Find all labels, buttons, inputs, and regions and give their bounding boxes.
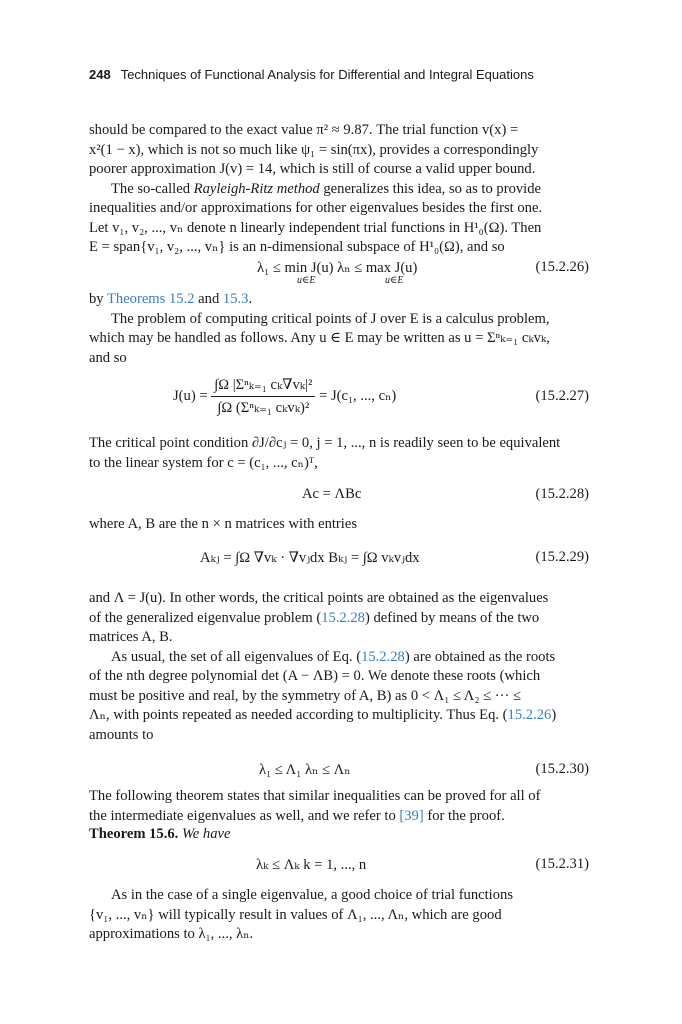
emphasis-term: Rayleigh-Ritz method xyxy=(193,180,320,197)
equation-number: (15.2.27) xyxy=(535,388,589,404)
text-span: . xyxy=(248,291,253,307)
equation-link[interactable]: 15.2.28 xyxy=(361,648,405,665)
text-line: Let v₁, v₂, ..., vₙ denote n linearly independent trial functions in H¹₀(Ω). Then xyxy=(89,219,542,236)
equation-content: λ₁ ≤ Λ₁ λₙ ≤ Λₙ xyxy=(259,762,351,778)
text-line xyxy=(89,825,589,845)
text-line: which may be handled as follows. Any u ∈ E may be written as u = Σⁿₖ₌₁ cₖvₖ, xyxy=(89,330,550,346)
text-line: As in the case of a single eigenvalue, a good choice of trial functions xyxy=(111,887,514,903)
text-line xyxy=(89,290,589,310)
text-line: where A, B are the n × n matrices with entries xyxy=(89,516,357,532)
theorem-statement xyxy=(89,825,589,845)
text-span: As usual, the set of all eigenvalues of Eq. ( xyxy=(111,648,362,665)
equation-15-2-30 xyxy=(89,761,589,785)
equation-number: (15.2.30) xyxy=(535,761,589,777)
equation-subscript: u∈E xyxy=(385,275,404,286)
text-span: the intermediate eigenvalues as well, and we refer to xyxy=(89,807,400,824)
text-span: The so-called xyxy=(111,180,194,197)
theorem-label: Theorem 15.6. xyxy=(89,826,179,842)
equation-15-2-27 xyxy=(89,368,589,428)
text-span: of the generalized eigenvalue problem ( xyxy=(89,609,322,626)
text-line: inequalities and/or approximations for other eigenvalues besides the first one. xyxy=(89,200,543,216)
equation-number: (15.2.28) xyxy=(535,486,589,502)
text-line: The critical point condition ∂J/∂cⱼ = 0, j = 1, ..., n is readily seen to be equivalent xyxy=(89,435,561,451)
equation-link[interactable]: 15.2.26 xyxy=(507,707,552,723)
text-span: ) defined by means of the two xyxy=(364,609,540,626)
text-line: approximations to λ₁, ..., λₙ. xyxy=(89,926,254,942)
equation-link[interactable]: 15.2.28 xyxy=(321,609,365,626)
fraction-numerator: ∫Ω |Σⁿₖ₌₁ cₖ∇vₖ|² xyxy=(211,376,315,397)
text-span: for the proof. xyxy=(423,807,505,824)
equation-content xyxy=(173,376,396,417)
equation-subscript: u∈E xyxy=(297,275,316,286)
equation-content: Ac = ΛBc xyxy=(302,486,362,502)
equation-content: λ₁ ≤ min J(u) λₙ ≤ max J(u) xyxy=(257,260,418,276)
equation-15-2-29 xyxy=(89,549,589,579)
text-line: The problem of computing critical points of J over E is a calculus problem, xyxy=(111,310,550,327)
equation-number: (15.2.29) xyxy=(535,549,589,565)
text-line: and Λ = J(u). In other words, the critical points are obtained as the eigenvalues xyxy=(89,590,549,606)
text-line: to the linear system for c = (c₁, ..., cₙ)ᵀ, xyxy=(89,454,318,471)
theorem-link[interactable]: 15.3 xyxy=(222,291,249,307)
text-line: of the nth degree polynomial det (A − ΛB) = 0. We denote these roots (which xyxy=(89,668,541,684)
text-span: ) xyxy=(551,707,557,723)
paragraph-block-1 xyxy=(89,121,589,258)
text-span: Λₙ, with points repeated as needed according to multiplicity. Thus Eq. ( xyxy=(89,707,508,723)
text-line xyxy=(89,180,589,200)
fraction-denominator: ∫Ω (Σⁿₖ₌₁ cₖvₖ)² xyxy=(217,400,310,416)
equation-number: (15.2.31) xyxy=(535,856,589,872)
paragraph-block-2 xyxy=(89,290,589,368)
text-line xyxy=(89,648,589,668)
equation-fraction xyxy=(211,376,315,417)
text-line: {v₁, ..., vₙ} will typically result in values of Λ₁, ..., Λₙ, which are good xyxy=(89,906,502,923)
text-span: generalizes this idea, so as to provide xyxy=(319,180,541,197)
paragraph-block-5 xyxy=(89,589,589,745)
equation-content: λₖ ≤ Λₖ k = 1, ..., n xyxy=(256,857,367,873)
text-span: and xyxy=(194,291,223,307)
equation-content: Aₖⱼ = ∫Ω ∇vₖ · ∇vⱼdx Bₖⱼ = ∫Ω vₖvⱼdx xyxy=(200,550,420,566)
text-span: ) are obtained as the roots xyxy=(404,648,556,665)
page-number: 248 xyxy=(89,67,111,82)
citation-link[interactable]: [39] xyxy=(399,807,424,824)
theorem-text: We have xyxy=(178,826,231,842)
text-line: poorer approximation J(v) = 14, which is still of course a valid upper bound. xyxy=(89,161,536,177)
paragraph-block-7 xyxy=(89,886,589,945)
paragraph-block-3 xyxy=(89,434,589,473)
paragraph-block-6 xyxy=(89,787,589,826)
paragraph-block-4 xyxy=(89,515,589,535)
running-header xyxy=(89,67,534,82)
text-line: should be compared to the exact value π² ≈ 9.87. The trial function v(x) = xyxy=(89,122,519,138)
equation-lhs: J(u) = xyxy=(173,387,208,404)
equation-15-2-26 xyxy=(89,259,589,286)
equation-rhs: = J(c₁, ..., cₙ) xyxy=(319,387,397,404)
text-span: by xyxy=(89,291,107,307)
equation-15-2-31 xyxy=(89,856,589,880)
text-line: The following theorem states that similar inequalities can be proved for all of xyxy=(89,788,541,804)
text-line: amounts to xyxy=(89,726,154,743)
theorem-link[interactable]: Theorems 15.2 xyxy=(106,291,195,307)
text-line xyxy=(89,807,589,827)
running-title: Techniques of Functional Analysis for Differential and Integral Equations xyxy=(120,67,534,82)
text-line: and so xyxy=(89,349,127,366)
text-line xyxy=(89,609,589,629)
text-line: x²(1 − x), which is not so much like ψ₁ = sin(πx), provides a correspondingly xyxy=(89,141,539,158)
equation-15-2-28 xyxy=(89,486,589,510)
equation-number: (15.2.26) xyxy=(535,259,589,275)
text-line: E = span{v₁, v₂, ..., vₙ} is an n-dimensional subspace of H¹₀(Ω), and so xyxy=(89,239,505,255)
text-line: matrices A, B. xyxy=(89,629,173,645)
text-line: must be positive and real, by the symmetry of A, B) as 0 < Λ₁ ≤ Λ₂ ≤ ··· ≤ xyxy=(89,687,522,704)
text-line xyxy=(89,706,589,726)
